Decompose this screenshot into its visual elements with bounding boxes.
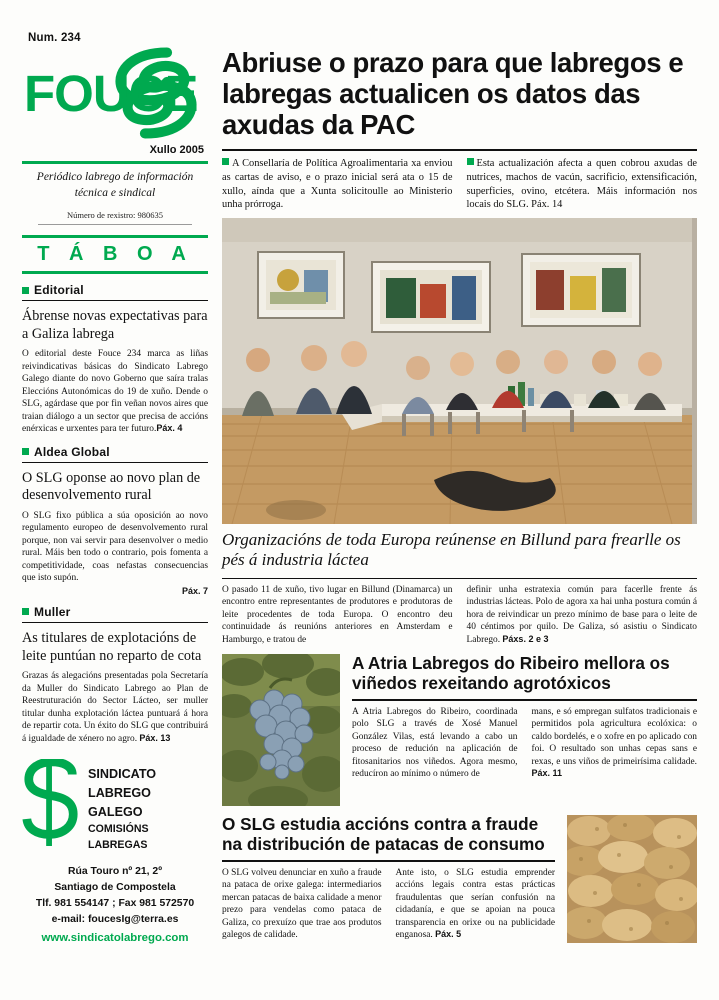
ribeiro-text-block bbox=[352, 654, 697, 806]
billund-col-2-text: definir unha estratexia común para facerlle frente ás industrias lácteas. Polo de agora xa hai unha postura común á hora de reivindicar un prezo mínimo de base para o leite de 40 céntimos por quilo. De Galiza, só asistiu o Sindicato Labrego. bbox=[466, 584, 697, 645]
index-title-box bbox=[22, 235, 208, 274]
index-page-ref: Páx. 7 bbox=[181, 585, 208, 596]
masthead bbox=[22, 46, 208, 142]
lead-rule bbox=[222, 149, 697, 151]
patacas-article bbox=[222, 815, 697, 943]
address-line-1: Rúa Touro nº 21, 2º bbox=[68, 865, 162, 877]
billund-body bbox=[222, 584, 697, 647]
union-line-1: SINDICATO bbox=[88, 767, 157, 782]
index-section-label: Aldea Global bbox=[34, 444, 110, 459]
fouce-wordmark: FOUCE bbox=[24, 65, 198, 122]
index-headline-muller: As titulares de explotacións de leite puntúan no reparto de cota bbox=[22, 629, 202, 664]
billund-rule bbox=[222, 578, 697, 579]
ribeiro-col-2 bbox=[532, 706, 698, 781]
billund-col-2 bbox=[467, 584, 698, 647]
patacas-col-2-text: Ante isto, o SLG estudia emprender accións legais contra estas prácticas fraudulentas que serían confusión na cidadanía, e que se apoian na pouca transparencia en orixe ou na publicidade enganosa. bbox=[395, 867, 555, 941]
lead-subdeck-col-2 bbox=[467, 157, 698, 212]
ribeiro-col-1: A Atria Labregos do Ribeiro, coordinada polo SLG a través de Xosé Manuel González Vilas, está levando a cabo un proceso de redución na aplicación de fitosanitarios nos viñedos. Agora mesmo, reducíron ao mínimo o número de bbox=[352, 706, 518, 780]
ribeiro-body bbox=[352, 706, 697, 781]
grapes-photo bbox=[222, 654, 340, 806]
index-body-text: O editorial deste Fouce 234 marca as liñas reivindicativas básicas do Sindicato Labrego Galego diante do novo Goberno que saíra tralas Eleccións Autonómicas do 19 de xuño. Dende o SLG, agárdase que por fin veñan novos aires que traian diálogo a un sector que precisa de accións enérxicas e urxentes para ter futuro. bbox=[22, 349, 208, 435]
index-body-text: Grazas ás alegacións presentadas pola Secretaría da Muller do Sindicato Labrego ao Plan de Reestruturación do Sector Lácteo, ser muller titular dunha explotación láctea puntuará á hora de repartir cota. Un éxito do SLG que contribuirá á igualdade de xénero no agro. bbox=[22, 671, 208, 744]
index-section-label: Editorial bbox=[34, 283, 84, 298]
ribeiro-headline: A Atria Labregos do Ribeiro mellora os viñedos rexeitando agrotóxicos bbox=[352, 653, 670, 694]
billund-col-1: O pasado 11 de xuño, tivo lugar en Billund (Dinamarca) un encontro entre representantes de produtores e produtoras de leite procedentes de toda Europa. O encontro deu continuidade ás reunións anteriores en Amsterdam e Hamburgo, e tratou de bbox=[222, 584, 453, 645]
index-headline-editorial: Ábrense novas expectativas para a Galiza labrega bbox=[22, 308, 208, 342]
index-body-editorial bbox=[22, 348, 208, 436]
patacas-col-1: O SLG volveu denunciar en xuño a fraude na pataca de orixe galega: intermediarios mercan patacas de baixa calidade a menor prezo para vendelas como pataca de Galiza, co prexuízo que trae aos produtos galegos de calidade. bbox=[222, 867, 382, 941]
index-title: T Á B O A bbox=[37, 243, 193, 266]
issue-number: Num. 234 bbox=[28, 32, 81, 44]
union-line-2: LABREGO bbox=[88, 786, 151, 801]
index-section-label: Muller bbox=[34, 604, 71, 619]
lead-subdeck-col-1 bbox=[222, 157, 453, 212]
ribeiro-page-ref: Páx. 11 bbox=[531, 768, 563, 779]
patacas-page-ref: Páx. 5 bbox=[435, 929, 462, 940]
registration-rule bbox=[38, 224, 192, 225]
lead-subdeck-text-2: Esta actualización afecta a quen cobrou axudas de nutrices, machos de vacún, sacrificio, extensificación, superficies, ovino, etcétera. Máis información nos locais do SLG. bbox=[466, 158, 697, 211]
billund-caption-headline: Organizacións de toda Europa reúnense en Billund para frearlle os pés á industria láctea bbox=[222, 529, 681, 570]
address-line-2: Santiago de Compostela bbox=[54, 881, 176, 893]
billund-page-ref: Páxs. 2 e 3 bbox=[502, 633, 549, 644]
phone-fax: Tlf. 981 554147 ; Fax 981 572570 bbox=[35, 897, 195, 909]
index-section-header-aldea-global bbox=[22, 445, 208, 463]
index-body-aldea-global: O SLG fixo pública a súa oposición ao novo regulamento europeo de desenvolvemento rural porque, non vai servir para desenvolver o medio rural. Máis ben todo o contrario, pois fomenta a competitividade, coas nefastas consecuencias que isto supón. bbox=[22, 510, 208, 584]
ribeiro-col-2-text: mans, e só empregan sulfatos tradicionais e permitidos pola agricultura ecolóxica: o caldo bordelés, e o xofre en po aplicado con foi. O resultado son unhas cepas sans e rexas, e uns viños de primeirísima calidade. bbox=[531, 706, 697, 767]
ribeiro-rule bbox=[352, 699, 697, 701]
slg-s-logo-icon bbox=[22, 759, 80, 846]
website-url[interactable]: www.sindicatolabrego.com bbox=[41, 932, 189, 945]
bullet-square-icon bbox=[22, 608, 29, 615]
patacas-col-2 bbox=[396, 867, 556, 942]
bullet-square-icon bbox=[22, 448, 29, 455]
union-logo-block bbox=[22, 759, 208, 853]
contact-block bbox=[22, 864, 208, 929]
lead-subdeck bbox=[222, 157, 697, 212]
meeting-room-photo-art bbox=[222, 218, 692, 524]
masthead-subtitle-1: Periódico labrego de información bbox=[36, 171, 194, 183]
index-page-ref: Páx. 4 bbox=[156, 423, 183, 434]
potatoes-photo bbox=[567, 815, 697, 943]
masthead-rule bbox=[22, 161, 208, 164]
index-headline-aldea-global: O SLG oponse ao novo plan de desenvolvemento rural bbox=[22, 469, 201, 504]
patacas-rule bbox=[222, 860, 555, 862]
registration-number: Número de rexistro: 980635 bbox=[66, 210, 164, 221]
union-name-lines bbox=[88, 759, 156, 853]
union-line-5: LABREGAS bbox=[88, 838, 148, 851]
masthead-subtitle-2: técnica e sindical bbox=[74, 186, 156, 199]
bullet-square-icon bbox=[222, 158, 229, 165]
patacas-text-block bbox=[222, 815, 555, 943]
grapes-photo-art bbox=[222, 654, 340, 806]
patacas-headline: O SLG estudia accións contra a fraude na distribución de patacas de consumo bbox=[222, 814, 545, 855]
potatoes-photo-art bbox=[567, 815, 697, 943]
index-section-header-editorial bbox=[22, 283, 208, 301]
left-column bbox=[22, 18, 208, 986]
union-line-3: GALEGO bbox=[88, 804, 143, 819]
bullet-square-icon bbox=[22, 287, 29, 294]
meeting-room-photo bbox=[222, 218, 697, 524]
issue-date: Xullo 2005 bbox=[149, 144, 204, 156]
right-column bbox=[222, 18, 697, 986]
bullet-square-icon bbox=[467, 158, 474, 165]
index-page-ref: Páx. 13 bbox=[139, 732, 171, 743]
index-body-muller bbox=[22, 670, 208, 745]
ribeiro-article bbox=[222, 654, 697, 806]
lead-subdeck-text-1: A Consellaría de Política Agroalimentaria xa enviou as cartas de aviso, e o prazo inicial será ata o 15 de xullo, aínda que a Xunta solicitoulle ao Ministerio unha prórroga. bbox=[222, 158, 453, 211]
patacas-body bbox=[222, 867, 555, 942]
index-section-header-muller bbox=[22, 605, 208, 623]
email-address[interactable]: e-mail: foucesIg@terra.es bbox=[51, 914, 179, 926]
lead-headline: Abriuse o prazo para que labregos e labregas actualicen os datos das axudas da PAC bbox=[222, 47, 684, 140]
lead-page-ref: Páx. 14 bbox=[531, 199, 563, 211]
union-line-4: COMISIÓNS bbox=[88, 822, 149, 835]
